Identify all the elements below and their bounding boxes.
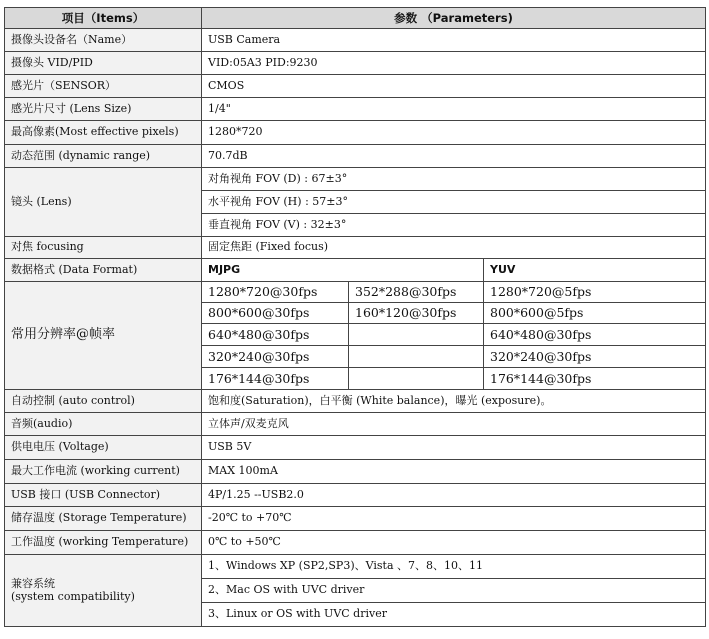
value-fov-d: 对角视角 FOV (D) : 67±3° — [202, 168, 706, 191]
value-os-3: 3、Linux or OS with UVC driver — [202, 603, 706, 627]
label-working: 工作温度 (working Temperature) — [5, 531, 202, 555]
row-lens-size — [5, 98, 706, 121]
res-yuv-3: 640*480@30fps — [484, 324, 706, 346]
label-auto: 自动控制 (auto control) — [5, 390, 202, 413]
header-row — [5, 8, 706, 29]
value-name: USB Camera — [202, 29, 706, 52]
row-storage — [5, 507, 706, 531]
row-lens — [5, 168, 706, 191]
res-mjpg-a-5: 176*144@30fps — [202, 368, 349, 390]
res-mjpg-a-3: 640*480@30fps — [202, 324, 349, 346]
label-connector: USB 接口 (USB Connector) — [5, 484, 202, 507]
label-range: 动态范围 (dynamic range) — [5, 145, 202, 168]
label-format: 数据格式 (Data Format) — [5, 259, 202, 282]
label-sensor: 感光片（SENSOR） — [5, 75, 202, 98]
row-working — [5, 531, 706, 555]
res-mjpg-a-4: 320*240@30fps — [202, 346, 349, 368]
row-voltage — [5, 436, 706, 460]
row-current — [5, 460, 706, 484]
value-pixels: 1280*720 — [202, 121, 706, 145]
res-yuv-4: 320*240@30fps — [484, 346, 706, 368]
res-mjpg-b-5 — [349, 368, 484, 390]
row-vidpid — [5, 52, 706, 75]
res-mjpg-b-3 — [349, 324, 484, 346]
res-mjpg-b-4 — [349, 346, 484, 368]
label-name: 摄像头设备名（Name） — [5, 29, 202, 52]
label-focus: 对焦 focusing — [5, 237, 202, 259]
row-audio — [5, 413, 706, 436]
value-storage: -20℃ to +70℃ — [202, 507, 706, 531]
res-mjpg-a-1: 1280*720@30fps — [202, 282, 349, 303]
value-fov-v: 垂直视角 FOV (V) : 32±3° — [202, 214, 706, 237]
row-compat-1 — [5, 555, 706, 579]
row-auto — [5, 390, 706, 413]
row-pixels — [5, 121, 706, 145]
row-name — [5, 29, 706, 52]
res-yuv-5: 176*144@30fps — [484, 368, 706, 390]
value-lens-size: 1/4" — [202, 98, 706, 121]
value-focus: 固定焦距 (Fixed focus) — [202, 237, 706, 259]
label-storage: 储存温度 (Storage Temperature) — [5, 507, 202, 531]
res-yuv-1: 1280*720@5fps — [484, 282, 706, 303]
value-current: MAX 100mA — [202, 460, 706, 484]
value-os-1: 1、Windows XP (SP2,SP3)、Vista 、7、8、10、11 — [202, 555, 706, 579]
label-compat — [5, 555, 202, 627]
label-voltage: 供电电压 (Voltage) — [5, 436, 202, 460]
value-range: 70.7dB — [202, 145, 706, 168]
row-sensor — [5, 75, 706, 98]
label-lens-size: 感光片尺寸 (Lens Size) — [5, 98, 202, 121]
label-resolutions: 常用分辨率@帧率 — [5, 282, 202, 390]
label-audio: 音频(audio) — [5, 413, 202, 436]
label-compat-cn: 兼容系统 — [11, 577, 55, 591]
value-fov-h: 水平视角 FOV (H) : 57±3° — [202, 191, 706, 214]
header-parameters: 参数 （Parameters) — [202, 8, 706, 29]
value-format-mjpg: MJPG — [202, 259, 484, 282]
value-vidpid: VID:05A3 PID:9230 — [202, 52, 706, 75]
value-format-yuv: YUV — [484, 259, 706, 282]
value-working: 0℃ to +50℃ — [202, 531, 706, 555]
header-items: 项目（Items） — [5, 8, 202, 29]
value-auto: 饱和度(Saturation)，白平衡 (White balance)，曝光 (exposure)。 — [202, 390, 706, 413]
res-yuv-2: 800*600@5fps — [484, 303, 706, 324]
row-connector — [5, 484, 706, 507]
value-audio: 立体声/双麦克风 — [202, 413, 706, 436]
label-current: 最大工作电流 (working current) — [5, 460, 202, 484]
row-range — [5, 145, 706, 168]
res-mjpg-b-1: 352*288@30fps — [349, 282, 484, 303]
label-vidpid: 摄像头 VID/PID — [5, 52, 202, 75]
spec-table — [4, 7, 706, 627]
res-mjpg-a-2: 800*600@30fps — [202, 303, 349, 324]
label-compat-en: (system compatibility) — [11, 589, 135, 603]
value-os-2: 2、Mac OS with UVC driver — [202, 579, 706, 603]
value-connector: 4P/1.25 --USB2.0 — [202, 484, 706, 507]
row-focus — [5, 237, 706, 259]
value-voltage: USB 5V — [202, 436, 706, 460]
value-sensor: CMOS — [202, 75, 706, 98]
res-mjpg-b-2: 160*120@30fps — [349, 303, 484, 324]
label-lens: 镜头 (Lens) — [5, 168, 202, 237]
label-pixels: 最高像素(Most effective pixels) — [5, 121, 202, 145]
row-format — [5, 259, 706, 282]
row-res-1 — [5, 282, 706, 303]
